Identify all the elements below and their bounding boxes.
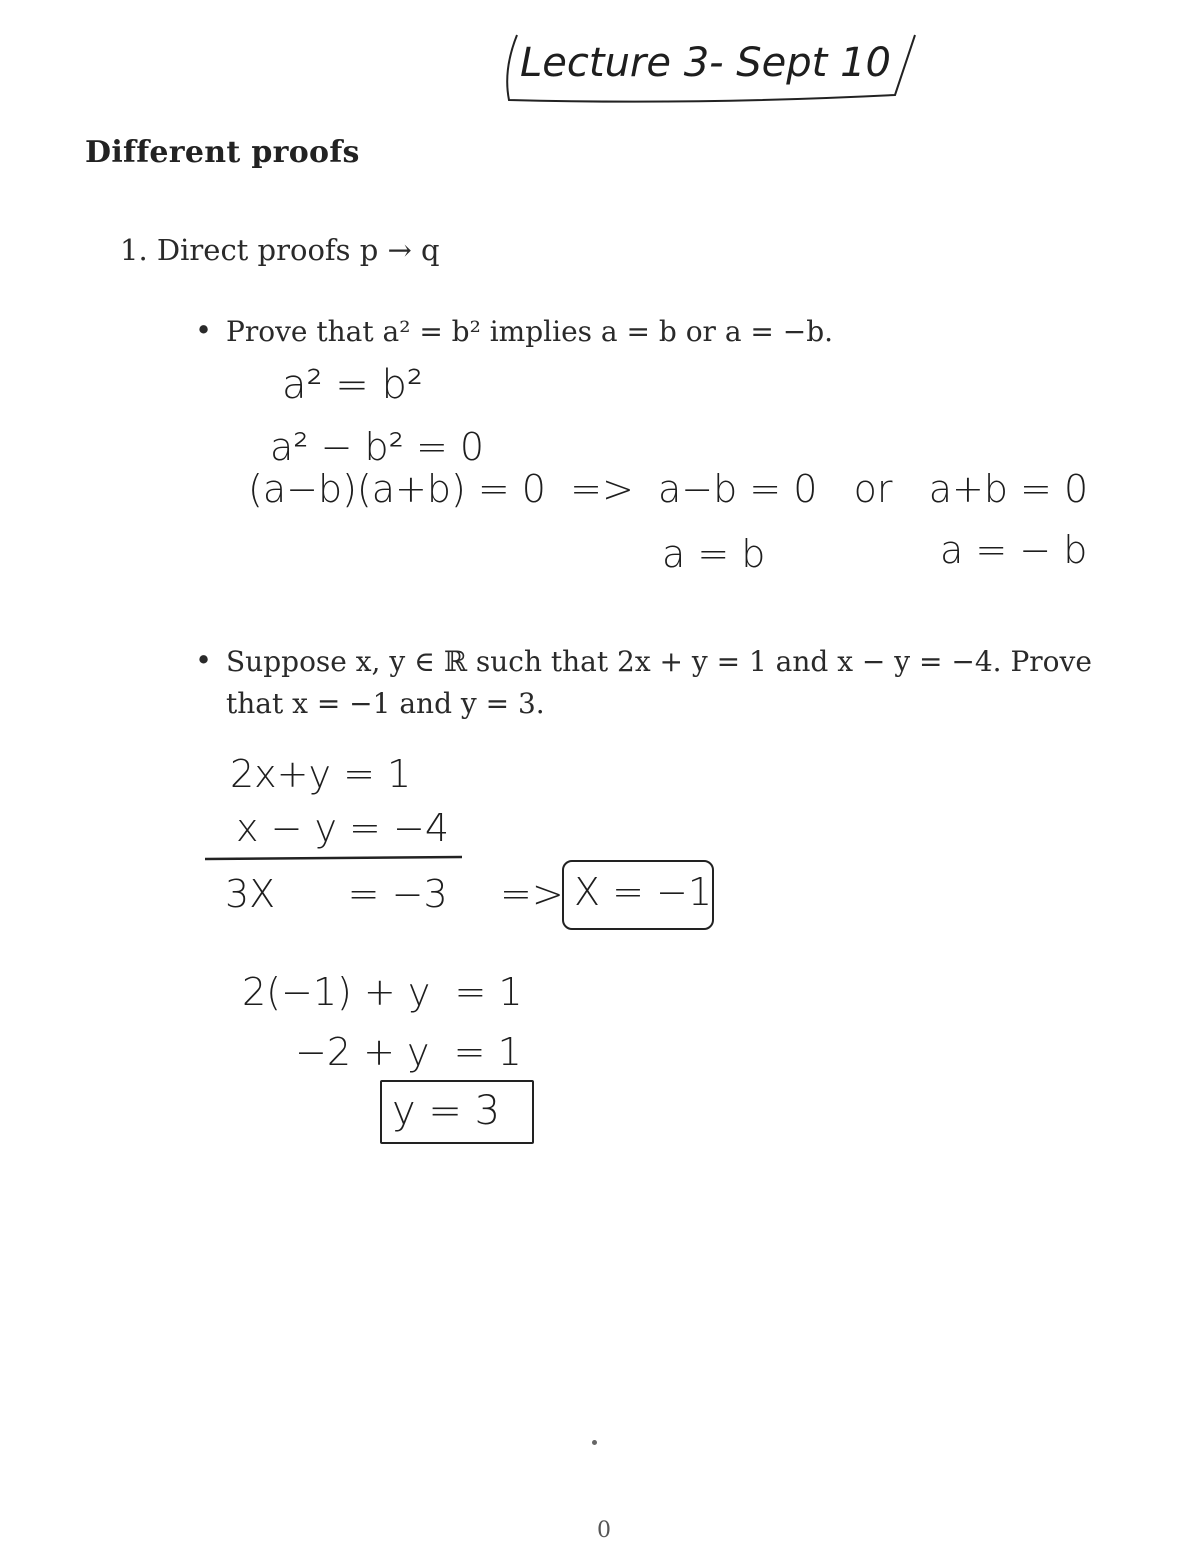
work1-line3: (a−b)(a+b) = 0 => a−b = 0 or a+b = 0 xyxy=(248,467,1089,511)
title-bracket xyxy=(495,25,935,115)
list-item-direct-proofs: 1. Direct proofs p → q xyxy=(120,233,440,267)
work2-line6: y = 3 xyxy=(392,1088,501,1134)
work1-line2: a² − b² = 0 xyxy=(270,425,485,469)
work2-line3c: X = −1 xyxy=(574,870,713,914)
bullet-icon: • xyxy=(195,313,213,347)
work2-line3a: 3X = −3 xyxy=(225,872,448,916)
work2-line1: 2x+y = 1 xyxy=(230,752,412,796)
page-number: 0 xyxy=(597,1518,611,1543)
handwritten-title: Lecture 3- Sept 10 xyxy=(520,40,891,86)
work1-line4b: a = − b xyxy=(940,528,1088,572)
work1-line1: a² = b² xyxy=(282,362,423,408)
scan-speck xyxy=(592,1440,597,1445)
work1-line4a: a = b xyxy=(662,532,766,576)
bullet-text-2: Suppose x, y ∈ ℝ such that 2x + y = 1 and x − y = −4. Prove that x = −1 and y = 3. xyxy=(226,645,1092,720)
work2-line4: 2(−1) + y = 1 xyxy=(242,970,523,1014)
work2-line2: x − y = −4 xyxy=(236,806,449,850)
bullet-text-1: Prove that a² = b² implies a = b or a = −b. xyxy=(226,315,834,348)
work2-line5: −2 + y = 1 xyxy=(295,1030,522,1074)
sum-line xyxy=(200,854,470,864)
bullet-icon: • xyxy=(195,643,213,677)
section-title: Different proofs xyxy=(85,135,360,170)
work2-line3b: => xyxy=(500,872,564,916)
